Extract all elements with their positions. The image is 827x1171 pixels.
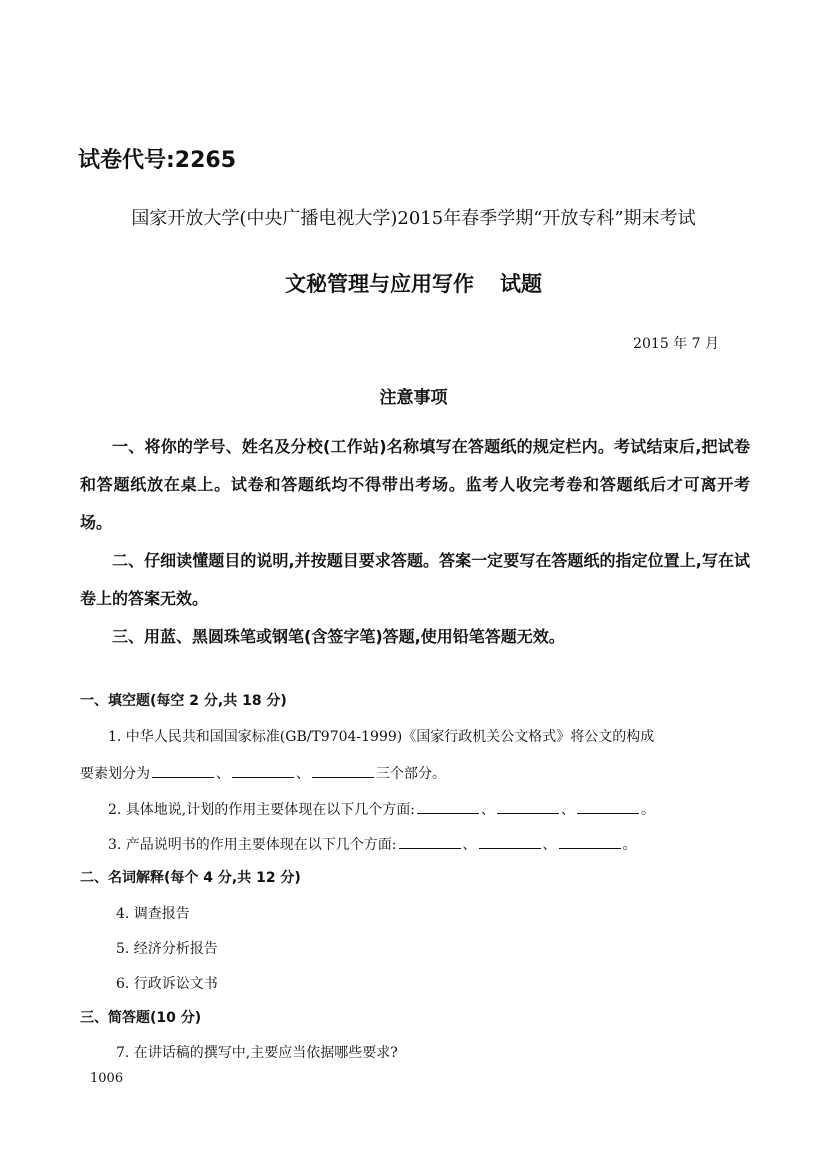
question-1-line-1: 1. 中华人民共和国国家标准(GB/T9704-1999)《国家行政机关公文格式》将公文的构成	[108, 729, 655, 745]
separator: 、	[542, 837, 557, 853]
question-1-line-2	[80, 763, 446, 783]
question-4: 4. 调查报告	[116, 906, 190, 922]
section-heading-short: 三、简答题(10 分)	[80, 1010, 202, 1026]
separator: 、	[480, 802, 495, 818]
separator: 、	[296, 766, 310, 782]
answer-blank	[152, 776, 214, 778]
question-end-mark: 。	[640, 802, 655, 818]
answer-blank	[479, 847, 541, 849]
section-heading-terms: 二、名词解释(每个 4 分,共 12 分)	[80, 870, 301, 886]
question-2-prefix: 2. 具体地说,计划的作用主要体现在以下几个方面:	[108, 802, 415, 818]
question-1-suffix: 三个部分。	[376, 766, 446, 782]
question-5: 5. 经济分析报告	[116, 941, 218, 957]
exam-title	[0, 268, 827, 298]
exam-institution-line: 国家开放大学(中央广播电视大学)2015年春季学期“开放专科”期末考试	[131, 208, 696, 229]
question-1-prefix: 要素划分为	[80, 766, 150, 782]
notice-item: 一、将你的学号、姓名及分校(工作站)名称填写在答题纸的规定栏内。考试结束后,把试卷和答题纸放在桌上。试卷和答题纸均不得带出考场。监考人收完考卷和答题纸后才可离开考场。	[80, 437, 750, 532]
exam-title-main: 文秘管理与应用写作	[285, 272, 474, 296]
answer-blank	[399, 847, 461, 849]
answer-blank	[417, 812, 479, 814]
paper-code: 试卷代号:2265	[78, 148, 237, 173]
answer-blank	[559, 847, 621, 849]
page-number: 1006	[90, 1071, 124, 1086]
separator: 、	[560, 802, 575, 818]
answer-blank	[232, 776, 294, 778]
notice-body	[80, 428, 750, 656]
question-3-prefix: 3. 产品说明书的作用主要体现在以下几个方面:	[108, 837, 397, 853]
notice-heading: 注意事项	[379, 388, 448, 408]
answer-blank	[497, 812, 559, 814]
exam-title-suffix: 试题	[500, 272, 542, 296]
notice-item: 二、仔细读懂题目的说明,并按题目要求答题。答案一定要写在答题纸的指定位置上,写在试卷上的答案无效。	[80, 551, 750, 608]
separator: 、	[216, 766, 230, 782]
notice-item: 三、用蓝、黑圆珠笔或钢笔(含签字笔)答题,使用铅笔答题无效。	[112, 627, 565, 646]
answer-blank	[577, 812, 639, 814]
question-3	[108, 834, 637, 854]
section-heading-fill: 一、填空题(每空 2 分,共 18 分)	[80, 693, 287, 709]
question-6: 6. 行政诉讼文书	[116, 976, 218, 992]
question-7: 7. 在讲话稿的撰写中,主要应当依据哪些要求?	[116, 1045, 398, 1061]
separator: 、	[462, 837, 477, 853]
question-end-mark: 。	[622, 837, 637, 853]
question-2	[108, 799, 655, 819]
exam-date: 2015 年 7 月	[633, 336, 719, 352]
answer-blank	[312, 776, 374, 778]
